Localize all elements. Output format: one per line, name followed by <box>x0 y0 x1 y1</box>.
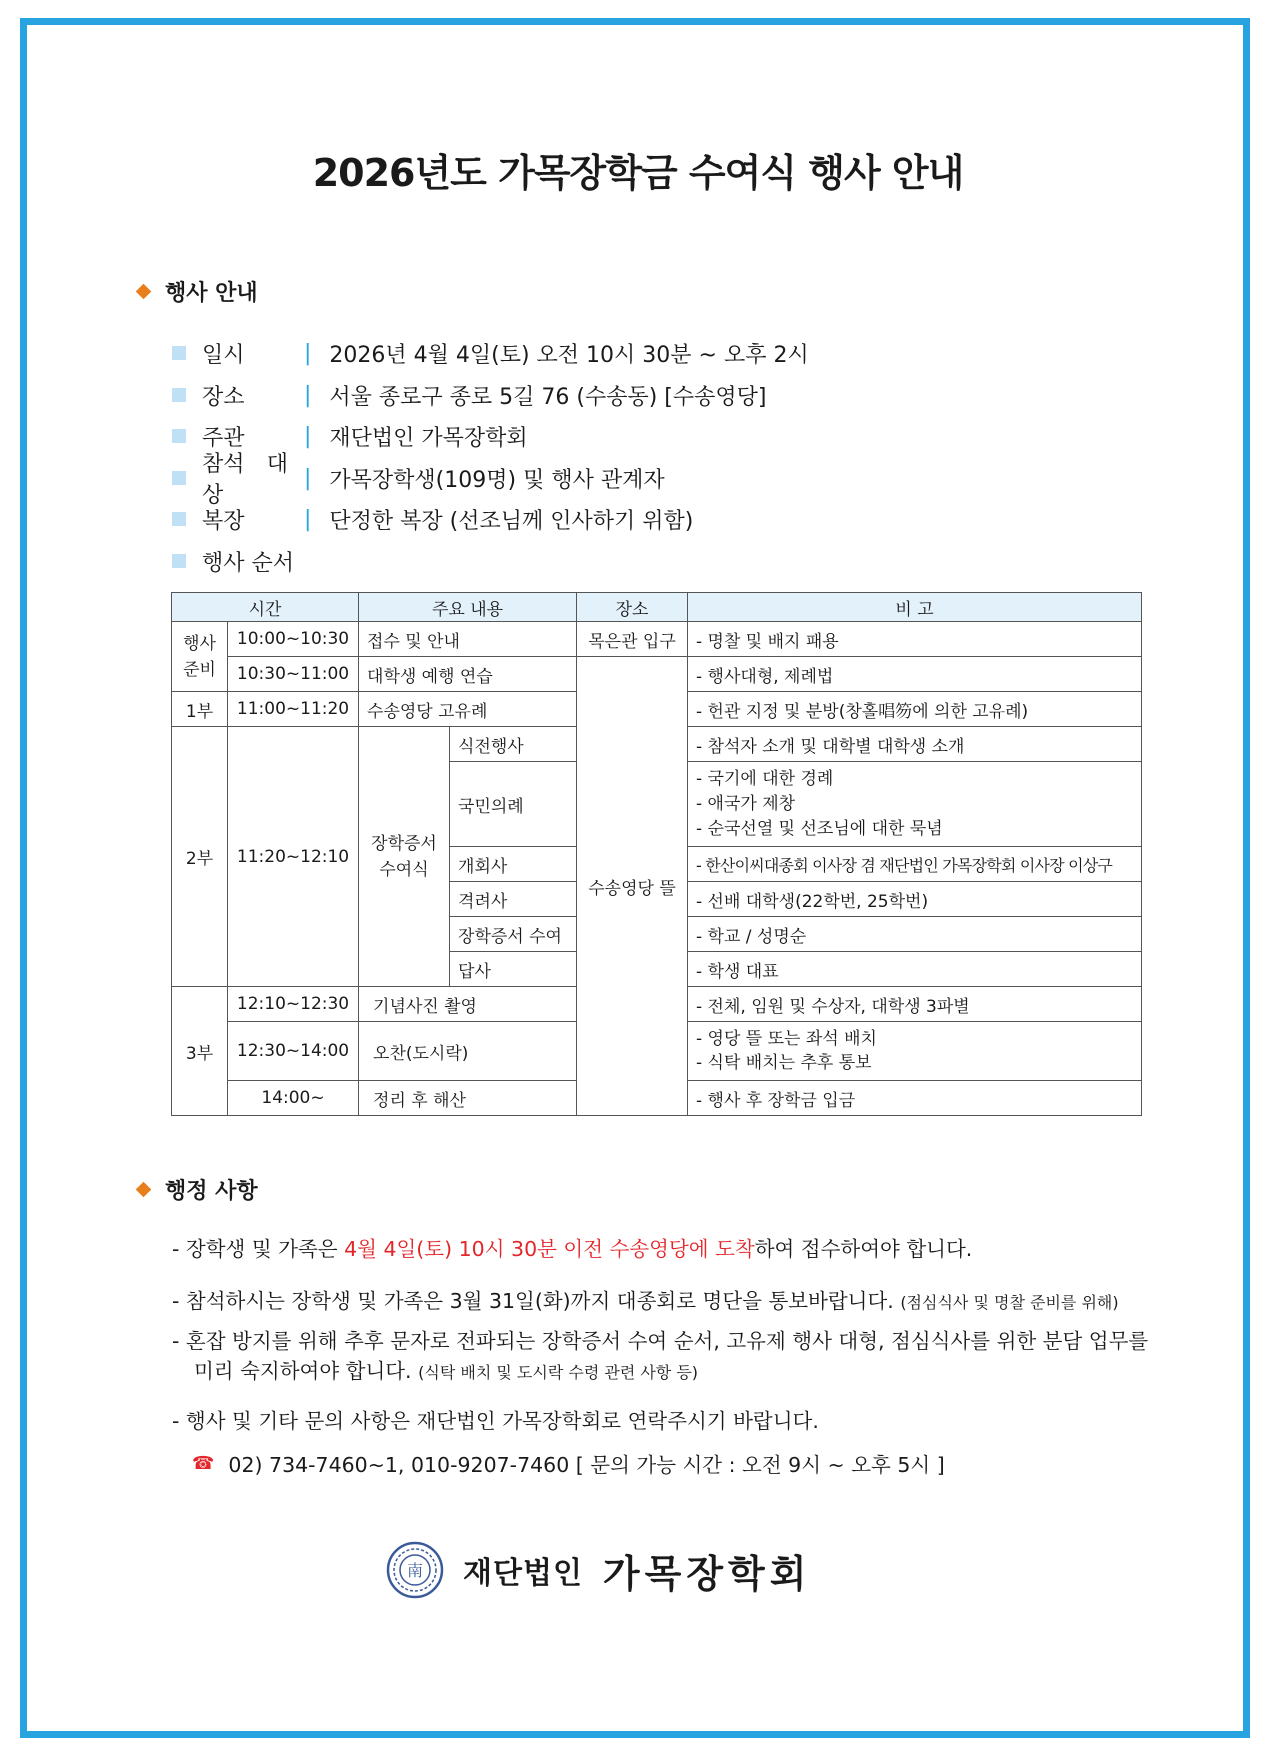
time-cell: 12:30~14:00 <box>228 1022 359 1081</box>
admin-note-small: (점심식사 및 명찰 준비를 위해) <box>900 1293 1119 1312</box>
time-cell: 10:00~10:30 <box>228 622 359 657</box>
separator: | <box>304 340 312 366</box>
admin-item-4: - 행사 및 기타 문의 사항은 재단법인 가목장학회로 연락주시기 바랍니다. <box>172 1409 819 1433</box>
note-cell: - 학교 / 성명순 <box>688 917 1142 952</box>
info-value: 가목장학생(109명) 및 행사 관계자 <box>329 467 665 493</box>
admin-item-2 <box>172 1286 1182 1318</box>
admin-text: 미리 숙지하여야 합니다. <box>194 1359 412 1383</box>
section-admin-heading <box>138 1174 258 1205</box>
separator: | <box>304 382 312 408</box>
header-note: 비 고 <box>688 593 1142 622</box>
info-label: 참석 대상 <box>202 452 288 508</box>
section-admin-label: 행정 사항 <box>165 1179 258 1204</box>
info-value: 단정한 복장 (선조님께 인사하기 위함) <box>329 508 694 534</box>
square-bullet-icon <box>172 554 186 568</box>
info-label: 주관 <box>202 425 245 451</box>
info-label: 일시 <box>202 342 245 368</box>
content-cell: 수송영당 고유례 <box>359 692 577 727</box>
part-2: 2부 <box>172 727 228 987</box>
note-cell: - 학생 대표 <box>688 952 1142 987</box>
item-cell: 격려사 <box>450 882 577 917</box>
time-cell: 11:20~12:10 <box>228 727 359 987</box>
table-header-row <box>172 593 1142 622</box>
footer-organization <box>385 1540 811 1600</box>
content-cell: 접수 및 안내 <box>359 622 577 657</box>
square-bullet-icon <box>172 471 186 485</box>
table-row <box>172 622 1142 657</box>
page-title: 2026년도 가목장학금 수여식 행사 안내 <box>312 151 964 195</box>
info-value: 2026년 4월 4일(토) 오전 10시 30분 ~ 오후 2시 <box>329 342 809 368</box>
info-row-attendees <box>172 452 665 508</box>
time-cell: 11:00~11:20 <box>228 692 359 727</box>
part-3: 3부 <box>172 987 228 1116</box>
item-cell: 식전행사 <box>450 727 577 762</box>
separator: | <box>304 465 312 491</box>
admin-text: - 참석하시는 장학생 및 가족은 3월 31일(화)까지 대종회로 명단을 통보바랍니다. <box>172 1289 894 1313</box>
section-event-heading <box>138 276 258 307</box>
info-value: 서울 종로구 종로 5길 76 (수송동) [수송영당] <box>329 384 767 410</box>
note-cell: - 전체, 임원 및 수상자, 대학생 3파별 <box>688 987 1142 1022</box>
note-cell: - 행사대형, 제례법 <box>688 657 1142 692</box>
note-cell: - 선배 대학생(22학번, 25학번) <box>688 882 1142 917</box>
square-bullet-icon <box>172 388 186 402</box>
item-cell: 국민의례 <box>450 762 577 847</box>
square-bullet-icon <box>172 429 186 443</box>
content-cell: 오찬(도시락) <box>359 1022 577 1081</box>
org-name: 가목장학회 <box>602 1551 812 1596</box>
content-cell: 대학생 예행 연습 <box>359 657 577 692</box>
admin-text-continued <box>172 1356 1182 1388</box>
diamond-bullet-icon <box>136 284 152 300</box>
note-cell: - 한산이씨대종회 이사장 겸 재단법인 가목장학회 이사장 이상구 <box>688 847 1142 882</box>
content-cell: 정리 후 해산 <box>359 1081 577 1116</box>
telephone-icon: ☎ <box>192 1452 215 1474</box>
item-cell: 장학증서 수여 <box>450 917 577 952</box>
admin-item-3 <box>172 1326 1182 1388</box>
info-label: 복장 <box>202 508 245 534</box>
note-cell: - 국기에 대한 경례 - 애국가 제창 - 순국선열 및 선조님에 대한 묵념 <box>688 762 1142 847</box>
note-cell: - 행사 후 장학금 입금 <box>688 1081 1142 1116</box>
note-cell: - 헌관 지정 및 분방(창홀唱笏에 의한 고유례) <box>688 692 1142 727</box>
table-row <box>172 657 1142 692</box>
seal-character: 南 <box>406 1561 424 1580</box>
admin-text: - 장학생 및 가족은 <box>172 1237 345 1261</box>
info-row-date <box>172 338 809 368</box>
content-cell: 기념사진 촬영 <box>359 987 577 1022</box>
square-bullet-icon <box>172 346 186 360</box>
order-label: 행사 순서 <box>202 550 295 576</box>
separator: | <box>304 506 312 532</box>
info-row-place <box>172 380 767 410</box>
item-cell: 답사 <box>450 952 577 987</box>
header-place: 장소 <box>577 593 688 622</box>
note-cell: - 명찰 및 배지 패용 <box>688 622 1142 657</box>
time-cell: 14:00~ <box>228 1081 359 1116</box>
organization-seal-icon <box>385 1540 445 1600</box>
schedule-table <box>171 592 1142 1116</box>
header-content: 주요 내용 <box>359 593 577 622</box>
info-row-order <box>172 546 294 576</box>
place-main-cell: 수송영당 뜰 <box>577 657 688 1116</box>
ceremony-group: 장학증서 수여식 <box>359 727 450 987</box>
place-cell: 목은관 입구 <box>577 622 688 657</box>
header-time: 시간 <box>172 593 359 622</box>
note-cell: - 영당 뜰 또는 좌석 배치 - 식탁 배치는 추후 통보 <box>688 1022 1142 1081</box>
contact-phone <box>192 1448 945 1478</box>
info-row-dresscode <box>172 504 693 534</box>
admin-text: 하여 접수하여야 합니다. <box>754 1237 973 1261</box>
part-1: 1부 <box>172 692 228 727</box>
admin-text: - 혼잡 방지를 위해 추후 문자로 전파되는 장학증서 수여 순서, 고유제 행사 대형, 점심식사를 위한 분담 업무를 <box>172 1329 1149 1353</box>
item-cell: 개회사 <box>450 847 577 882</box>
admin-note-small: (식탁 배치 및 도시락 수령 관련 사항 등) <box>418 1363 699 1382</box>
admin-item-1 <box>172 1234 1182 1264</box>
time-cell: 10:30~11:00 <box>228 657 359 692</box>
diamond-bullet-icon <box>136 1182 152 1198</box>
square-bullet-icon <box>172 512 186 526</box>
separator: | <box>304 423 312 449</box>
section-event-label: 행사 안내 <box>165 281 258 306</box>
info-value: 재단법인 가목장학회 <box>329 425 528 451</box>
time-cell: 12:10~12:30 <box>228 987 359 1022</box>
info-label: 장소 <box>202 384 245 410</box>
part-prep: 행사 준비 <box>172 622 228 692</box>
note-cell: - 참석자 소개 및 대학별 대학생 소개 <box>688 727 1142 762</box>
phone-text: 02) 734-7460~1, 010-9207-7460 [ 문의 가능 시간 : 오전 9시 ~ 오후 5시 ] <box>228 1453 945 1477</box>
org-type: 재단법인 <box>463 1556 583 1591</box>
admin-highlight: 4월 4일(토) 10시 30분 이전 수송영당에 도착 <box>344 1237 755 1261</box>
